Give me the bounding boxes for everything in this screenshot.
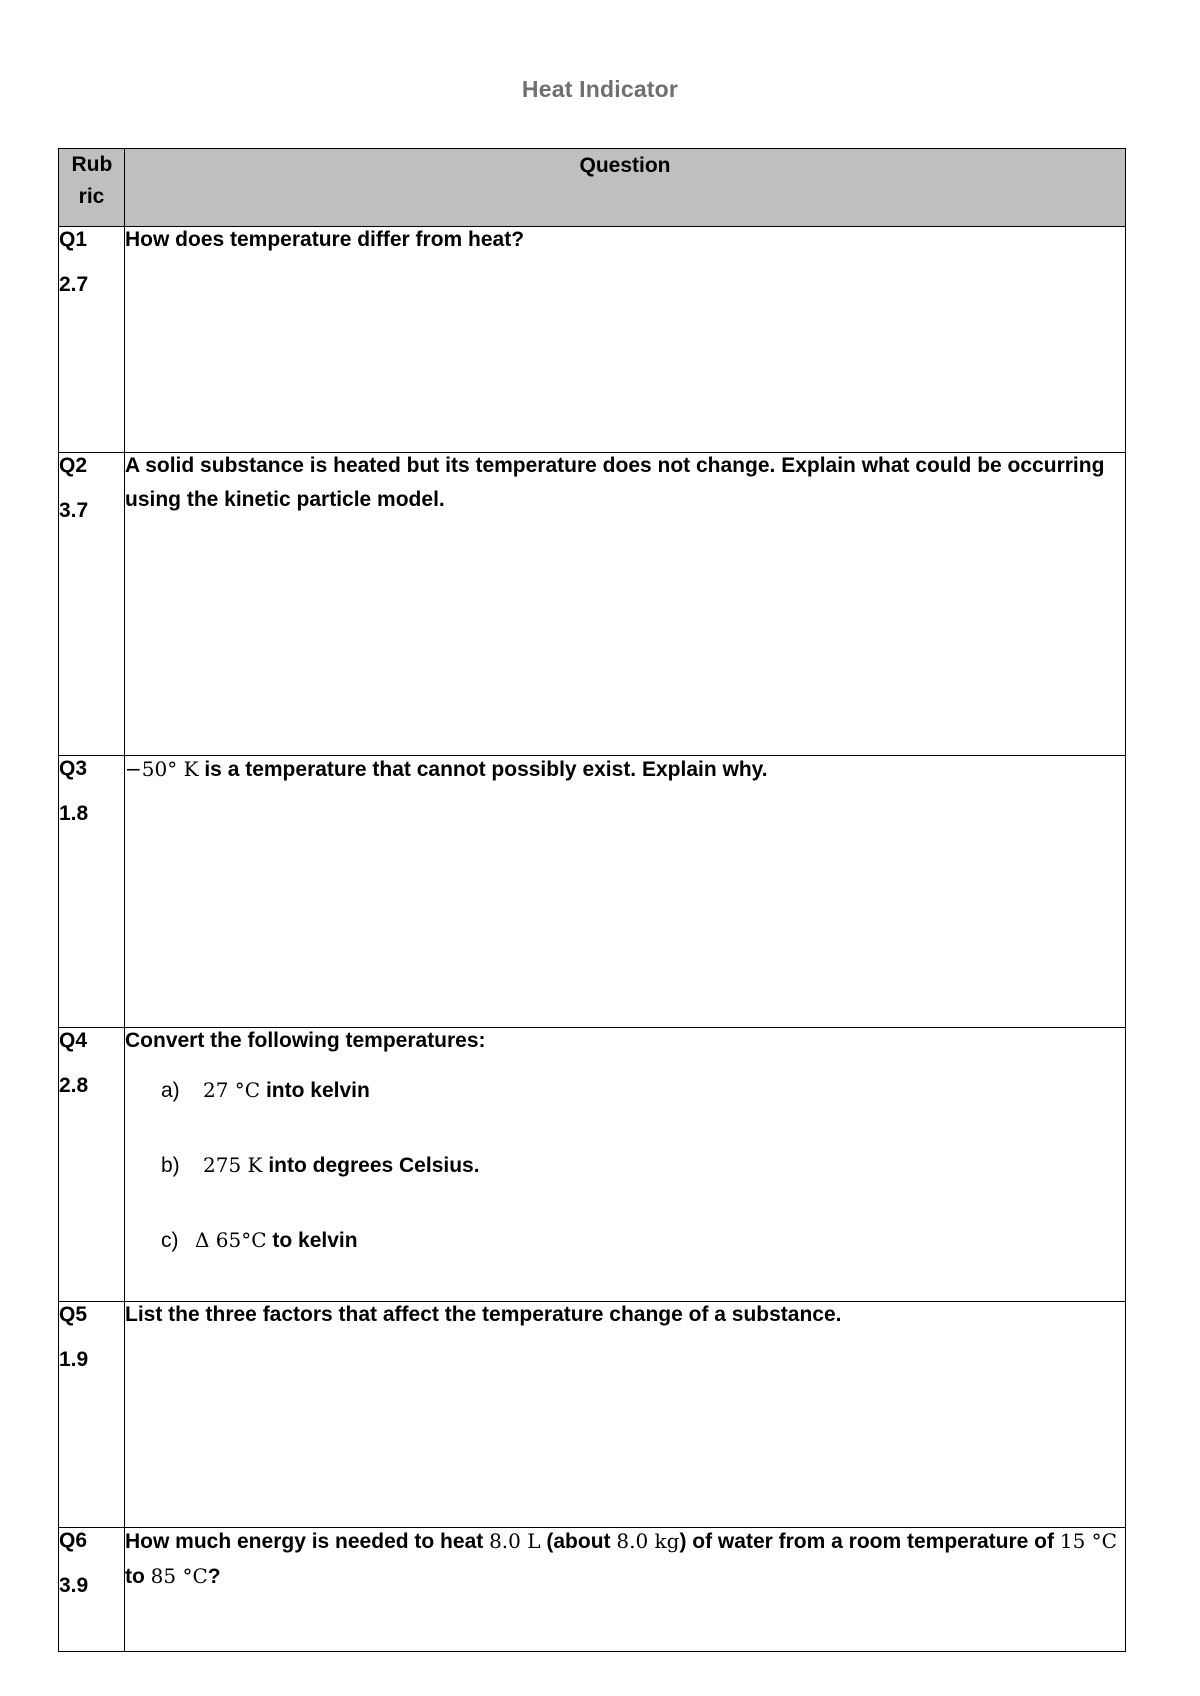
question-text: List the three factors that affect the temperature change of a substance. — [125, 1303, 842, 1326]
question-cell — [125, 1528, 1126, 1652]
question-text: Convert the following temperatures: — [125, 1029, 486, 1052]
table-row — [59, 756, 1126, 1028]
table-header-row — [59, 149, 1126, 227]
rubric-cell — [59, 1302, 125, 1528]
question-text: A solid substance is heated but its temperature does not change. Explain what could be occurring using the kinetic particle model. — [125, 454, 1105, 511]
table-row — [59, 227, 1126, 453]
header-rubric-label: Rub ric — [71, 153, 113, 208]
rubric-cell — [59, 1528, 125, 1652]
sub-text — [203, 1073, 370, 1108]
table-row — [59, 453, 1126, 756]
table-row — [59, 1028, 1126, 1302]
question-cell — [125, 453, 1126, 756]
question-table — [58, 148, 1126, 1652]
header-rubric — [59, 149, 125, 227]
sub-text-rest: to kelvin — [266, 1229, 358, 1252]
math-expression: 8.0 kg — [616, 1529, 680, 1553]
question-score: 1.9 — [59, 1348, 89, 1371]
sub-letter: a) — [161, 1079, 180, 1102]
question-cell — [125, 227, 1126, 453]
sub-text-rest: into degrees Celsius. — [262, 1154, 480, 1177]
math-expression: 275 K — [203, 1153, 263, 1177]
question-code: Q5 — [59, 1303, 88, 1326]
question-text: How does temperature differ from heat? — [125, 228, 525, 251]
question-text-part: to — [125, 1565, 151, 1588]
rubric-cell — [59, 756, 125, 1028]
math-expression: 85 °C — [150, 1564, 208, 1588]
sub-letter: b) — [161, 1154, 180, 1177]
question-text-part: ? — [207, 1565, 221, 1588]
sub-question-b — [125, 1148, 1125, 1183]
question-score: 2.8 — [59, 1074, 89, 1097]
question-cell — [125, 1302, 1126, 1528]
question-score: 3.7 — [59, 499, 89, 522]
page-title: Heat Indicator — [521, 76, 679, 102]
header-question: Question — [125, 149, 1126, 227]
math-expression: −50° K — [125, 757, 199, 781]
question-code: Q6 — [59, 1529, 88, 1552]
sub-text — [195, 1223, 358, 1258]
question-text-part: ) of water from a room temperature of — [679, 1530, 1060, 1553]
rubric-cell — [59, 1028, 125, 1302]
question-text-part: How much energy is needed to heat — [125, 1530, 490, 1553]
sub-letter: c) — [161, 1229, 179, 1252]
question-cell — [125, 756, 1126, 1028]
question-score: 2.7 — [59, 273, 89, 296]
question-code: Q1 — [59, 228, 88, 251]
sub-text-rest: into kelvin — [260, 1079, 370, 1102]
rubric-cell — [59, 227, 125, 453]
table-row — [59, 1302, 1126, 1528]
question-code: Q2 — [59, 454, 88, 477]
question-score: 3.9 — [59, 1574, 89, 1597]
sub-question-c — [125, 1223, 1125, 1258]
sub-question-a — [125, 1073, 1125, 1108]
rubric-cell — [59, 453, 125, 756]
question-text-part: (about — [540, 1530, 617, 1553]
math-expression: Δ 65°C — [195, 1228, 267, 1252]
question-score: 1.8 — [59, 802, 89, 825]
question-text — [125, 756, 1125, 783]
question-text — [125, 1524, 1125, 1594]
math-expression: 27 °C — [203, 1078, 261, 1102]
math-expression: 8.0 L — [489, 1529, 541, 1553]
question-code: Q4 — [59, 1029, 88, 1052]
table-row — [59, 1528, 1126, 1652]
math-expression: 15 °C — [1059, 1529, 1117, 1553]
sub-text — [203, 1148, 480, 1183]
question-text-rest: is a temperature that cannot possibly exist. Explain why. — [198, 758, 768, 781]
question-cell — [125, 1028, 1126, 1302]
question-code: Q3 — [59, 757, 88, 780]
